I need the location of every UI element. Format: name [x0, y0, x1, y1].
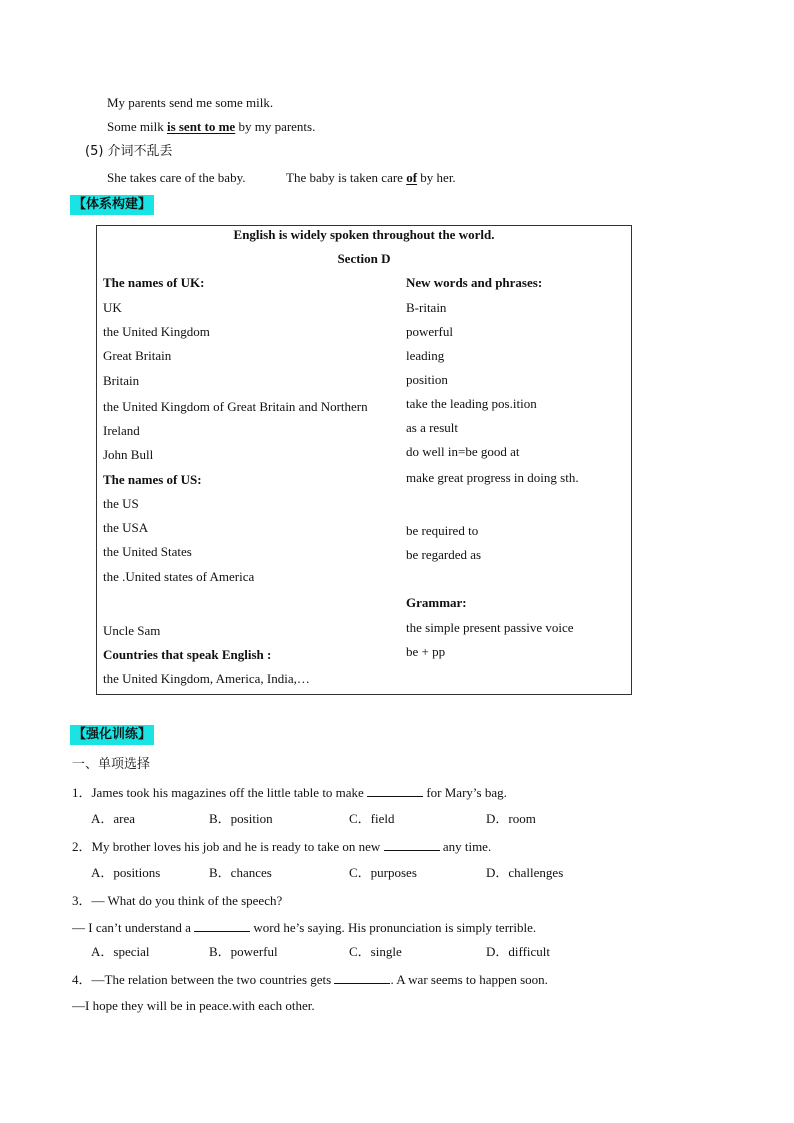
part1-title: 一、单项选择	[72, 757, 151, 772]
right-item: B-ritain	[406, 300, 447, 315]
q1-option-d[interactable]: D．room	[486, 811, 536, 826]
q1-stem-pre: 1．James took his magazines off the little table to make	[72, 785, 368, 800]
right-item: as a result	[406, 420, 458, 435]
right-heading-words: New words and phrases:	[406, 275, 543, 290]
q3-option-b[interactable]: B．powerful	[209, 944, 278, 959]
rule-5-heading: (5) 介词不乱丢	[85, 144, 173, 159]
right-item: be required to	[406, 523, 479, 538]
right-item: the simple present passive voice	[406, 620, 574, 635]
example-passive-2-pre: The baby is taken care	[286, 170, 407, 185]
q2-option-c[interactable]: C．purposes	[349, 865, 417, 880]
example-passive-2-emphasis: of	[406, 170, 418, 185]
left-item: Ireland	[103, 423, 140, 438]
left-item: Uncle Sam	[103, 623, 161, 638]
left-item: the USA	[103, 520, 149, 535]
left-item: UK	[103, 300, 122, 315]
q4-stem-post: . A war seems to happen soon.	[390, 972, 548, 987]
question-3-stem: 3．— What do you think of the speech?	[72, 893, 283, 908]
q3-blank	[194, 919, 250, 932]
q2-option-b[interactable]: B．chances	[209, 865, 272, 880]
left-heading-us: The names of US:	[103, 472, 202, 487]
example-active-sentence: My parents send me some milk.	[107, 95, 274, 110]
left-item: the United Kingdom, America, India,…	[103, 671, 310, 686]
q1-option-a[interactable]: A．area	[91, 811, 136, 826]
left-item: Britain	[103, 373, 140, 388]
right-item: take the leading pos.ition	[406, 396, 537, 411]
q3-line2-pre: — I can’t understand a	[72, 920, 195, 935]
left-item: the US	[103, 496, 139, 511]
q2-stem-post: any time.	[439, 839, 492, 854]
right-item: powerful	[406, 324, 453, 339]
q2-blank	[384, 838, 440, 851]
left-item: the United States	[103, 544, 192, 559]
q1-blank	[367, 784, 423, 797]
question-1-stem	[72, 784, 507, 801]
right-item: be + pp	[406, 644, 446, 659]
q1-option-b[interactable]: B．position	[209, 811, 273, 826]
left-item: John Bull	[103, 447, 154, 462]
left-item: the United Kingdom of Great Britain and Northern	[103, 399, 368, 414]
q1-option-c[interactable]: C．field	[349, 811, 395, 826]
question-4-stem	[72, 971, 548, 988]
box-subtitle: Section D	[337, 251, 391, 266]
right-item: leading	[406, 348, 445, 363]
left-item: the United Kingdom	[103, 324, 210, 339]
question-3-line2	[72, 919, 536, 936]
q2-option-d[interactable]: D．challenges	[486, 865, 564, 880]
question-2-stem	[72, 838, 491, 855]
example-passive-pre: Some milk	[107, 119, 167, 134]
structure-box	[96, 225, 632, 695]
example-passive-emphasis: is sent to me	[166, 119, 236, 134]
section-tag-structure: 【体系构建】	[70, 195, 154, 215]
q4-stem-pre: 4．—The relation between the two countries gets	[72, 972, 335, 987]
q2-stem-pre: 2．My brother loves his job and he is ready to take on new	[72, 839, 384, 854]
q3-option-d[interactable]: D．difficult	[486, 944, 551, 959]
question-4-line2: —I hope they will be in peace.with each other.	[72, 998, 315, 1013]
left-item: Great Britain	[103, 348, 172, 363]
left-heading-uk: The names of UK:	[103, 275, 205, 290]
example-passive-sentence	[107, 119, 315, 135]
q3-line2-post: word he’s saying. His pronunciation is simply terrible.	[250, 920, 537, 935]
q4-blank	[334, 971, 390, 984]
example-active-sentence-2: She takes care of the baby.	[107, 170, 246, 185]
q3-option-c[interactable]: C．single	[349, 944, 402, 959]
left-item: the .United states of America	[103, 569, 255, 584]
example-passive-sentence-2	[286, 170, 456, 186]
box-title: English is widely spoken throughout the world.	[233, 227, 495, 242]
q1-stem-post: for Mary’s bag.	[423, 785, 507, 800]
right-item: be regarded as	[406, 547, 482, 562]
q3-option-a[interactable]: A．special	[91, 944, 150, 959]
q2-option-a[interactable]: A．positions	[91, 865, 161, 880]
example-passive-post: by my parents.	[235, 119, 316, 134]
right-heading-grammar: Grammar:	[406, 595, 467, 610]
example-passive-2-post: by her.	[417, 170, 456, 185]
right-item: make great progress in doing sth.	[406, 470, 579, 485]
right-item: do well in=be good at	[406, 444, 520, 459]
left-heading-countries: Countries that speak English :	[103, 647, 272, 662]
right-item: position	[406, 372, 448, 387]
section-tag-practice: 【强化训练】	[70, 725, 154, 745]
